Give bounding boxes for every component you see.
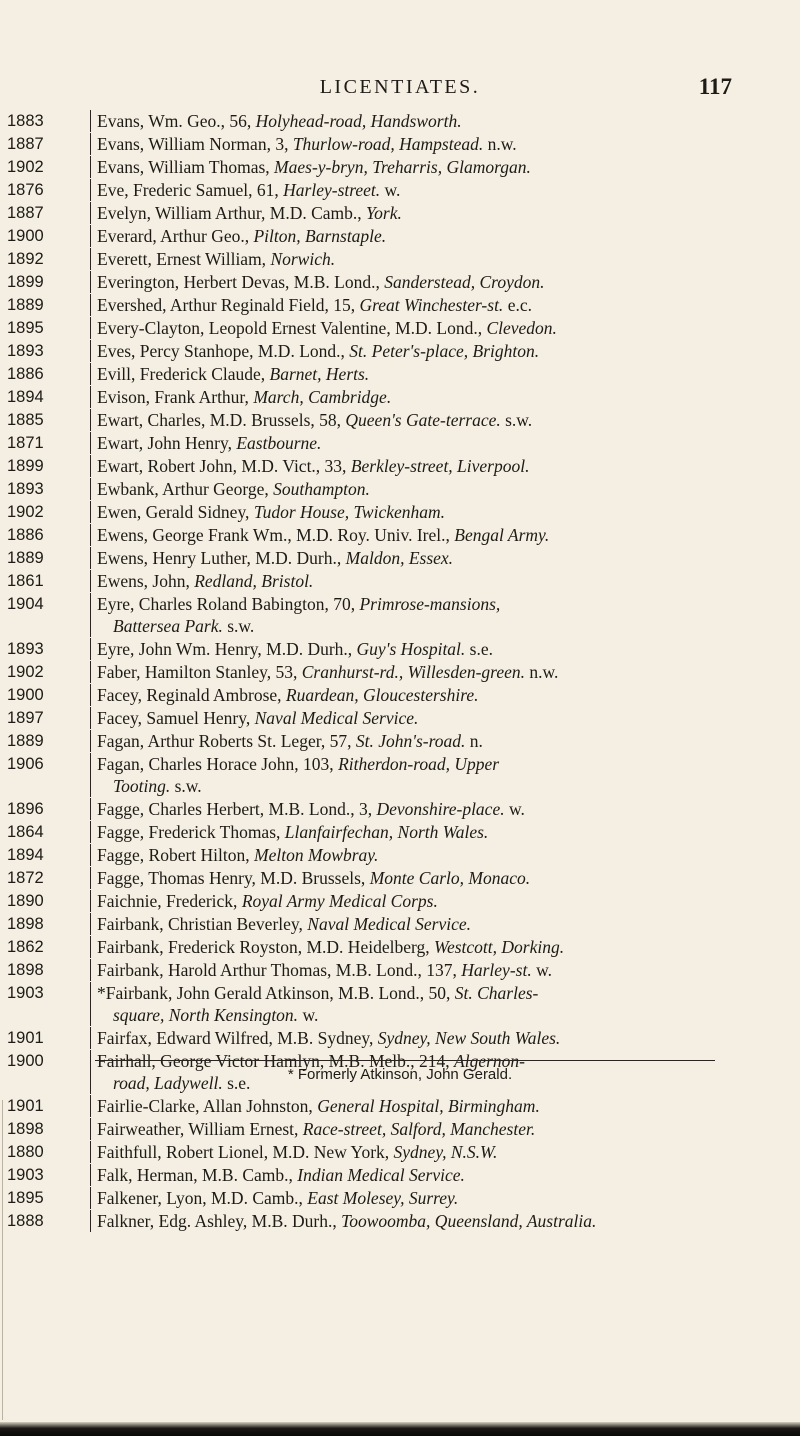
entry-name: Fagge, Frederick Thomas, — [97, 822, 285, 842]
entry-name: Falkener, Lyon, M.D. Camb., — [97, 1188, 308, 1208]
entry-year: 1902 — [7, 158, 44, 176]
entry-year: 1899 — [7, 457, 44, 475]
list-item — [0, 248, 800, 270]
entry-name: Evershed, Arthur Reginald Field, 15, — [97, 295, 360, 315]
list-item — [0, 982, 800, 1026]
entry-district: n. — [465, 731, 483, 751]
entry-address: Harley-st. — [461, 960, 532, 980]
list-item — [0, 913, 800, 935]
entry-year: 1898 — [7, 961, 44, 979]
entry-address: Maes-y-bryn, Treharris, Glamorgan. — [274, 157, 531, 177]
entry-name: Evelyn, William Arthur, M.D. Camb., — [97, 203, 367, 223]
entry-address: Naval Medical Service. — [307, 914, 472, 934]
entry-address: Queen's Gate-terrace. — [345, 410, 501, 430]
list-item — [0, 1095, 800, 1117]
entry-name: Ewart, Robert John, M.D. Vict., 33, — [97, 456, 351, 476]
entry-text — [90, 340, 710, 362]
entry-address: St. Charles- — [454, 983, 539, 1003]
entry-year: 1889 — [7, 296, 44, 314]
entry-address: Algernon- — [454, 1051, 525, 1071]
page-header — [0, 74, 800, 104]
entry-address: Melton Mowbray. — [254, 845, 379, 865]
list-item — [0, 593, 800, 637]
entry-address: Barnet, Herts. — [269, 364, 370, 384]
list-item — [0, 156, 800, 178]
entry-text — [90, 1118, 710, 1140]
entry-year: 1906 — [7, 755, 44, 773]
entry-year: 1864 — [7, 823, 44, 841]
list-item — [0, 821, 800, 843]
entry-text — [90, 225, 710, 247]
entry-text — [90, 179, 710, 201]
entry-text — [90, 684, 710, 706]
entry-year: 1898 — [7, 915, 44, 933]
footnote: * Formerly Atkinson, John Gerald. — [287, 1066, 513, 1083]
entry-name: Ewart, John Henry, — [97, 433, 237, 453]
entry-address: Sanderstead, Croydon. — [384, 272, 545, 292]
entry-text — [90, 821, 710, 843]
entry-address: Cranhurst-rd., Willesden-green. — [301, 662, 526, 682]
entry-year: 1902 — [7, 663, 44, 681]
list-item — [0, 1141, 800, 1163]
entry-district: e.c. — [503, 295, 532, 315]
list-item — [0, 225, 800, 247]
entry-text — [90, 317, 710, 339]
entry-year: 1887 — [7, 204, 44, 222]
entry-address-continued: Tooting. — [113, 776, 171, 796]
entry-name: Falkner, Edg. Ashley, M.B. Durh., — [97, 1211, 342, 1231]
entry-year: 1862 — [7, 938, 44, 956]
list-item — [0, 478, 800, 500]
list-item — [0, 684, 800, 706]
entry-district: w. — [298, 1005, 319, 1025]
list-item — [0, 501, 800, 523]
entry-address: Redland, Bristol. — [194, 571, 314, 591]
entry-address: Clevedon. — [486, 318, 557, 338]
entry-text — [90, 570, 710, 592]
entry-year: 1904 — [7, 595, 44, 613]
entry-text — [90, 890, 710, 912]
list-item — [0, 570, 800, 592]
entry-year: 1895 — [7, 1189, 44, 1207]
list-item — [0, 524, 800, 546]
list-item — [0, 271, 800, 293]
entry-name: Faichnie, Frederick, — [97, 891, 242, 911]
list-item — [0, 386, 800, 408]
entry-year: 1883 — [7, 112, 44, 130]
entry-text — [90, 1210, 710, 1232]
entry-name: Fagge, Charles Herbert, M.B. Lond., 3, — [97, 799, 377, 819]
entry-text — [90, 593, 710, 637]
entry-year: 1896 — [7, 800, 44, 818]
entry-address: Southampton. — [273, 479, 370, 499]
entry-year: 1900 — [7, 686, 44, 704]
entry-text — [90, 707, 710, 729]
list-item — [0, 844, 800, 866]
entry-name: Falk, Herman, M.B. Camb., — [97, 1165, 298, 1185]
list-item — [0, 798, 800, 820]
entry-address: Guy's Hospital. — [356, 639, 466, 659]
entry-text — [90, 936, 710, 958]
entry-name: Evison, Frank Arthur, — [97, 387, 254, 407]
entry-year: 1890 — [7, 892, 44, 910]
entry-name: Ewbank, Arthur George, — [97, 479, 274, 499]
list-item — [0, 707, 800, 729]
list-item — [0, 340, 800, 362]
list-item — [0, 890, 800, 912]
entry-address: Holyhead-road, Handsworth. — [255, 111, 462, 131]
entry-year: 1898 — [7, 1120, 44, 1138]
entry-text — [90, 363, 710, 385]
entry-address: Naval Medical Service. — [254, 708, 419, 728]
entry-address: Indian Medical Service. — [297, 1165, 465, 1185]
entry-address-continued: square, North Kensington. — [113, 1005, 299, 1025]
entry-text — [90, 156, 710, 178]
entry-year: 1893 — [7, 480, 44, 498]
entry-name: Ewens, George Frank Wm., M.D. Roy. Univ. Irel., — [97, 525, 455, 545]
entry-text — [90, 478, 710, 500]
entry-text — [90, 844, 710, 866]
entry-address: St. Peter's-place, Brighton. — [349, 341, 540, 361]
entry-address: Pilton, Barnstaple. — [253, 226, 387, 246]
entry-year: 1887 — [7, 135, 44, 153]
list-item — [0, 1027, 800, 1049]
list-item — [0, 547, 800, 569]
entry-text — [90, 638, 710, 660]
list-item — [0, 1187, 800, 1209]
entry-name: Fagge, Thomas Henry, M.D. Brussels, — [97, 868, 370, 888]
entry-name: Fairlie-Clarke, Allan Johnston, — [97, 1096, 318, 1116]
entry-address: Monte Carlo, Monaco. — [369, 868, 531, 888]
list-item — [0, 455, 800, 477]
entry-address: Great Winchester-st. — [359, 295, 504, 315]
entry-address: Berkley-street, Liverpool. — [350, 456, 530, 476]
entry-address: Bengal Army. — [454, 525, 550, 545]
entry-text — [90, 1187, 710, 1209]
entry-name: Fairweather, William Ernest, — [97, 1119, 303, 1139]
list-item — [0, 867, 800, 889]
entry-name: Everington, Herbert Devas, M.B. Lond., — [97, 272, 385, 292]
entry-name: Facey, Reginald Ambrose, — [97, 685, 286, 705]
entry-district: s.w. — [170, 776, 202, 796]
entry-year: 1901 — [7, 1097, 44, 1115]
entry-address: Maldon, Essex. — [345, 548, 454, 568]
entry-text — [90, 982, 710, 1026]
entry-address: St. John's-road. — [355, 731, 466, 751]
list-item — [0, 179, 800, 201]
entry-name: Faithfull, Robert Lionel, M.D. New York, — [97, 1142, 394, 1162]
entry-district: n.w. — [483, 134, 517, 154]
entry-text — [90, 730, 710, 752]
entry-text — [90, 959, 710, 981]
entry-year: 1885 — [7, 411, 44, 429]
entry-district: w. — [531, 960, 552, 980]
entry-name: Ewart, Charles, M.D. Brussels, 58, — [97, 410, 346, 430]
entry-text — [90, 661, 710, 683]
entry-address: Race-street, Salford, Manchester. — [302, 1119, 536, 1139]
entry-text — [90, 1095, 710, 1117]
entry-address-continued: road, Ladywell. — [113, 1073, 223, 1093]
entry-address: Devonshire-place. — [376, 799, 505, 819]
list-item — [0, 959, 800, 981]
entry-name: Evans, Wm. Geo., 56, — [97, 111, 256, 131]
entry-address: Llanfairfechan, North Wales. — [284, 822, 489, 842]
entry-year: 1894 — [7, 846, 44, 864]
entry-district: s.w. — [500, 410, 533, 430]
entry-name: Facey, Samuel Henry, — [97, 708, 255, 728]
entry-address: Harley-street. — [283, 180, 381, 200]
entry-year: 1876 — [7, 181, 44, 199]
entry-text — [90, 867, 710, 889]
entry-address: General Hospital, Birmingham. — [317, 1096, 540, 1116]
entry-address: Sydney, New South Wales. — [377, 1028, 561, 1048]
list-item — [0, 110, 800, 132]
entry-district: s.w. — [222, 616, 255, 636]
entry-name: Everard, Arthur Geo., — [97, 226, 254, 246]
entry-address: Thurlow-road, Hampstead. — [292, 134, 484, 154]
entry-text — [90, 432, 710, 454]
running-title: LICENTIATES. — [319, 76, 481, 98]
entry-name: Fagge, Robert Hilton, — [97, 845, 254, 865]
entry-year: 1894 — [7, 388, 44, 406]
entry-year: 1872 — [7, 869, 44, 887]
entry-text — [90, 1164, 710, 1186]
entry-name: Fagan, Arthur Roberts St. Leger, 57, — [97, 731, 356, 751]
entry-address: Norwich. — [270, 249, 336, 269]
list-item — [0, 1118, 800, 1140]
scan-edge — [0, 1422, 800, 1436]
entry-year: 1903 — [7, 984, 44, 1002]
entry-address: Ritherdon-road, Upper — [338, 754, 500, 774]
entry-year: 1895 — [7, 319, 44, 337]
entry-year: 1886 — [7, 526, 44, 544]
entry-address: March, Cambridge. — [253, 387, 392, 407]
entry-year: 1880 — [7, 1143, 44, 1161]
list-item — [0, 1210, 800, 1232]
entry-address: Primrose-mansions, — [359, 594, 501, 614]
entry-year: 1903 — [7, 1166, 44, 1184]
list-item — [0, 294, 800, 316]
entry-address: Royal Army Medical Corps. — [241, 891, 438, 911]
entry-address: Eastbourne. — [236, 433, 322, 453]
entry-year: 1897 — [7, 709, 44, 727]
entry-year: 1893 — [7, 342, 44, 360]
entry-name: Fagan, Charles Horace John, 103, — [97, 754, 339, 774]
entry-text — [90, 1141, 710, 1163]
entry-text — [90, 271, 710, 293]
entry-name: Fairhall, George Victor Hamlyn, M.B. Melb., 214, — [97, 1051, 455, 1071]
entry-district: n.w. — [525, 662, 559, 682]
entry-year: 1902 — [7, 503, 44, 521]
entry-name: Fairbank, Christian Beverley, — [97, 914, 308, 934]
entry-name: Ewen, Gerald Sidney, — [97, 502, 254, 522]
entry-name: Eves, Percy Stanhope, M.D. Lond., — [97, 341, 350, 361]
list-item — [0, 202, 800, 224]
entry-text — [90, 248, 710, 270]
entry-address-continued: Battersea Park. — [113, 616, 223, 636]
entry-text — [90, 455, 710, 477]
list-item — [0, 133, 800, 155]
entry-year: 1861 — [7, 572, 44, 590]
entry-address: Toowoomba, Queensland, Australia. — [341, 1211, 597, 1231]
entry-name: Eyre, John Wm. Henry, M.D. Durh., — [97, 639, 357, 659]
entry-year: 1900 — [7, 1052, 44, 1070]
entry-name: Ewens, Henry Luther, M.D. Durh., — [97, 548, 346, 568]
entry-district: s.e. — [465, 639, 493, 659]
entry-name: *Fairbank, John Gerald Atkinson, M.B. Lond., 50, — [97, 983, 455, 1003]
list-item — [0, 432, 800, 454]
list-item — [0, 661, 800, 683]
page-number: 117 — [698, 74, 732, 99]
entry-name: Evill, Frederick Claude, — [97, 364, 270, 384]
entry-text — [90, 524, 710, 546]
entry-address: Tudor House, Twickenham. — [253, 502, 446, 522]
entry-address: Sydney, N.S.W. — [393, 1142, 498, 1162]
entry-district: s.e. — [222, 1073, 251, 1093]
entry-text — [90, 798, 710, 820]
entry-name: Everett, Ernest William, — [97, 249, 271, 269]
entry-name: Evans, William Norman, 3, — [97, 134, 293, 154]
entry-text — [90, 386, 710, 408]
entry-year: 1886 — [7, 365, 44, 383]
list-item — [0, 1164, 800, 1186]
entry-year: 1900 — [7, 227, 44, 245]
entry-name: Ewens, John, — [97, 571, 195, 591]
entry-name: Every-Clayton, Leopold Ernest Valentine, M.D. Lond., — [97, 318, 487, 338]
licentiate-list — [0, 110, 800, 1233]
entry-address: Ruardean, Gloucestershire. — [285, 685, 479, 705]
list-item — [0, 638, 800, 660]
entry-year: 1871 — [7, 434, 44, 452]
list-item — [0, 363, 800, 385]
entry-name: Evans, William Thomas, — [97, 157, 275, 177]
entry-text — [90, 501, 710, 523]
entry-year: 1899 — [7, 273, 44, 291]
entry-address: York. — [366, 203, 402, 223]
list-item — [0, 317, 800, 339]
entry-text — [90, 547, 710, 569]
entry-text — [90, 202, 710, 224]
entry-name: Fairbank, Frederick Royston, M.D. Heidelberg, — [97, 937, 434, 957]
entry-address: Westcott, Dorking. — [433, 937, 565, 957]
entry-text — [90, 110, 710, 132]
entry-name: Eyre, Charles Roland Babington, 70, — [97, 594, 360, 614]
entry-text — [90, 753, 710, 797]
entry-name: Fairfax, Edward Wilfred, M.B. Sydney, — [97, 1028, 378, 1048]
list-item — [0, 936, 800, 958]
entry-year: 1889 — [7, 732, 44, 750]
entry-year: 1888 — [7, 1212, 44, 1230]
entry-text — [90, 913, 710, 935]
entry-address: East Molesey, Surrey. — [307, 1188, 459, 1208]
entry-name: Eve, Frederic Samuel, 61, — [97, 180, 284, 200]
entry-year: 1893 — [7, 640, 44, 658]
entry-district: w. — [380, 180, 401, 200]
entry-year: 1889 — [7, 549, 44, 567]
entry-text — [90, 294, 710, 316]
entry-name: Fairbank, Harold Arthur Thomas, M.B. Lond., 137, — [97, 960, 462, 980]
list-item — [0, 753, 800, 797]
list-item — [0, 730, 800, 752]
entry-text — [90, 1027, 710, 1049]
page-edge-line — [2, 1100, 3, 1420]
footnote-rule — [95, 1060, 715, 1061]
entry-text — [90, 409, 710, 431]
entry-text — [90, 133, 710, 155]
entry-year: 1892 — [7, 250, 44, 268]
list-item — [0, 409, 800, 431]
entry-name: Faber, Hamilton Stanley, 53, — [97, 662, 302, 682]
entry-district: w. — [504, 799, 525, 819]
entry-year: 1901 — [7, 1029, 44, 1047]
